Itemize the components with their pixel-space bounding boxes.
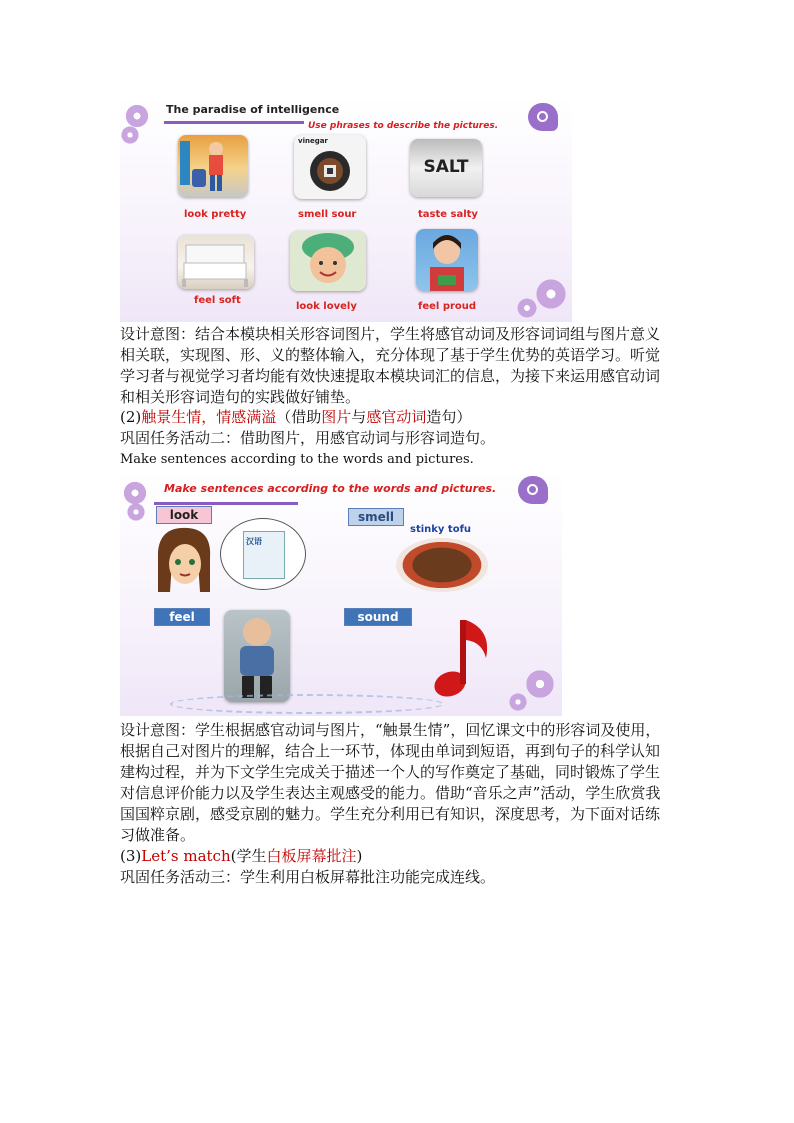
- decorative-swirl: [170, 694, 444, 714]
- slide-title: Make sentences according to the words and pictures.: [164, 482, 497, 495]
- baby-picture: [290, 231, 366, 291]
- caption-look-pretty: look pretty: [184, 209, 247, 220]
- heading-text: 造句）: [426, 408, 472, 426]
- heading-red-lets-match: Let’s match: [141, 847, 231, 865]
- slide-sensory-phrases: [120, 97, 572, 322]
- task-two-description: 巩固任务活动二：借助图片，用感官动词与形容词造句。: [120, 429, 496, 447]
- heading-text: (学生: [230, 847, 267, 865]
- task-three-description: 巩固任务活动三：学生利用白板屏幕批注功能完成连线。: [120, 868, 496, 886]
- music-note-icon: [430, 612, 500, 702]
- slide-make-sentences: [120, 472, 562, 716]
- woman-picture: [416, 229, 478, 291]
- heading-red-verbs: 感官动词: [366, 408, 427, 426]
- salt-picture: [410, 139, 482, 197]
- vinegar-label: vinegar: [298, 137, 328, 145]
- brain-head-icon: [528, 103, 558, 131]
- caption-taste-salty: taste salty: [418, 209, 478, 220]
- caption-feel-proud: feel proud: [418, 301, 477, 312]
- bed-illustration: [178, 235, 254, 289]
- stinky-tofu-label: stinky tofu: [410, 524, 472, 535]
- title-underline: [164, 121, 304, 124]
- flower-decoration: [120, 125, 140, 145]
- heading-number: (2): [120, 408, 142, 426]
- design-intent-paragraph-2: 设计意图：学生根据感官动词与图片，“触景生情”，回忆课文中的形容词及使用，根据自己对图片的理解，结合上一环节，体现由单词到短语，再到句子的科学认知建构过程，并为下文学生完成关于描述一个人的写作奠定了基础，同时锻炼了学生对信息评价能力以及学生表达主观感受的能力。借助“音乐之声”活动，学生欣赏我国国粹京剧，感受京剧的魅力。学生充分利用已有知识，深度思考，为下面对话练习做准备。: [120, 721, 661, 844]
- design-intent-paragraph-1: 设计意图：结合本模块相关形容词图片，学生将感官动词及形容词词组与图片意义相关联，实现图、形、义的整体输入，充分体现了基于学生优势的英语学习。听觉学习者与视觉学习者均能有效快速提取本模块词汇的信息，为接下来运用感官动词和相关形容词造句的实践做好铺垫。: [120, 325, 661, 406]
- woman-illustration: [416, 229, 478, 291]
- verb-smell-label: smell: [348, 508, 404, 526]
- boy-illustration: [224, 610, 290, 702]
- caption-feel-soft: feel soft: [194, 295, 241, 306]
- heading-text: （借助: [276, 408, 322, 426]
- heading-red-phrase: 触景生情，情感满溢: [141, 408, 277, 426]
- flower-decoration: [516, 297, 538, 319]
- textbook-cover: [243, 531, 285, 579]
- textbook-title: 汉语: [246, 537, 262, 546]
- heading-text: ): [356, 847, 363, 865]
- speech-bubble: [220, 518, 306, 590]
- brain-head-icon: [518, 476, 548, 504]
- flower-decoration: [126, 502, 146, 522]
- task-two-english: Make sentences according to the words and pictures.: [120, 452, 474, 467]
- flower-decoration: [508, 692, 528, 712]
- caption-look-lovely: look lovely: [296, 301, 357, 312]
- girl-illustration: [178, 135, 248, 197]
- vinegar-picture: [294, 135, 366, 199]
- boy-picture: [224, 610, 290, 702]
- girl-picture: [178, 135, 248, 197]
- slide-title: The paradise of intelligence: [166, 103, 340, 116]
- bed-picture: [178, 235, 254, 289]
- section-heading-2: [120, 407, 668, 428]
- girl-cartoon-illustration: [150, 522, 220, 602]
- flower-decoration: [534, 277, 568, 311]
- heading-red-whiteboard: 白板屏幕批注: [266, 847, 357, 865]
- heading-text: 与: [351, 408, 367, 426]
- slide-subtitle: Use phrases to describe the pictures.: [308, 121, 499, 131]
- girl-cartoon: [150, 522, 220, 602]
- salt-label: SALT: [423, 157, 469, 177]
- section-heading-3: [120, 846, 668, 867]
- caption-smell-sour: smell sour: [298, 209, 357, 220]
- verb-feel-label: feel: [154, 608, 210, 626]
- heading-number: (3): [120, 847, 142, 865]
- stinky-tofu-picture: [396, 538, 488, 592]
- heading-red-picture: 图片: [321, 408, 352, 426]
- title-underline: [154, 502, 298, 505]
- verb-sound-label: sound: [344, 608, 412, 626]
- flower-decoration: [524, 668, 556, 700]
- baby-illustration: [290, 231, 366, 291]
- verb-look-label: look: [156, 506, 212, 524]
